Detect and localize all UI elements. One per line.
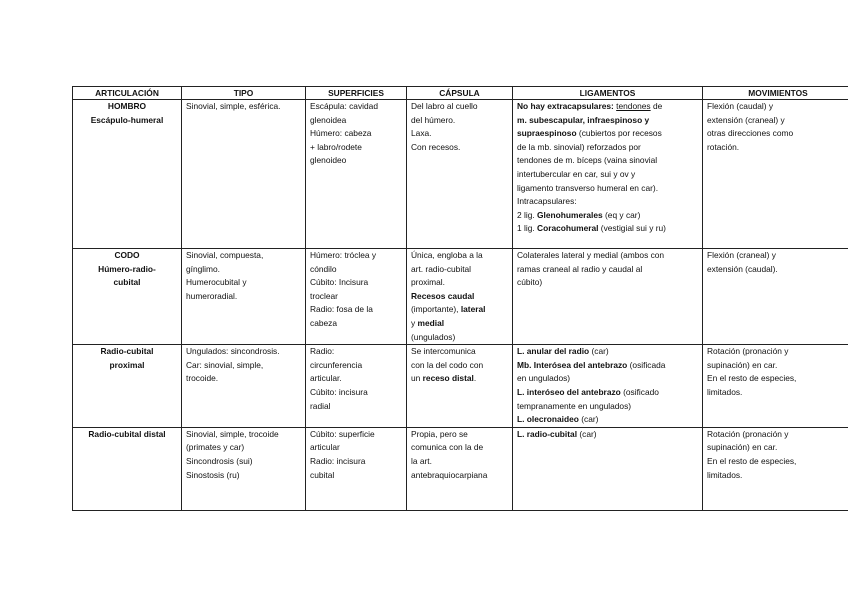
text-line <box>411 317 508 331</box>
text-line: articular <box>310 442 340 453</box>
text-run: (car) <box>577 428 597 439</box>
text-run: receso distal <box>422 373 474 384</box>
text-run: L. anular del radio <box>517 346 590 357</box>
text-run: tendones <box>616 101 651 111</box>
text-line: HOMBRO <box>107 101 147 111</box>
text-line: Intracapsulares: <box>517 196 577 207</box>
text-line: cubital <box>310 469 335 480</box>
text-line: Sincondrosis (sui) <box>186 455 253 466</box>
cell-ligamentos <box>513 345 703 428</box>
cell-superficies <box>306 100 407 249</box>
cell-articulacion <box>73 427 182 510</box>
text-line: Ungulados: sincondrosis. <box>186 346 280 357</box>
text-line: Del labro al cuello <box>411 101 478 111</box>
text-line: Radio: incisura <box>310 455 366 466</box>
text-line: Rotación (pronación y <box>707 346 789 357</box>
text-line: humeroradial. <box>186 290 238 301</box>
header-articulacion: ARTICULACIÓN <box>73 87 182 100</box>
text-line: Escápula: cavidad <box>310 101 378 111</box>
cell-tipo <box>182 100 306 249</box>
header-capsula: CÁPSULA <box>407 87 513 100</box>
text-line: con la del codo con <box>411 359 484 370</box>
cell-capsula <box>407 345 513 428</box>
header-row <box>73 87 848 100</box>
text-line: Sinovial, simple, esférica. <box>186 101 281 111</box>
cell-movimientos <box>703 249 848 345</box>
text-line: cúbito) <box>517 277 543 288</box>
text-line: otras direcciones como <box>707 128 794 139</box>
text-line: Colaterales lateral y medial (ambos con <box>517 250 665 260</box>
text-line: antebraquiocarpiana <box>411 469 488 480</box>
text-run: medial <box>417 317 445 328</box>
text-line: Cúbito: superficie <box>310 428 375 439</box>
text-line <box>517 127 698 141</box>
text-line: Propia, pero se <box>411 428 468 439</box>
text-line: circunferencia <box>310 359 363 370</box>
text-line: ligamento transverso humeral en car). <box>517 182 659 193</box>
text-line: tendones de m. bíceps (vaina sinovial <box>517 155 658 166</box>
text-line: Con recesos. <box>411 141 461 152</box>
text-line: limitados. <box>707 386 743 397</box>
text-line: En el resto de especies, <box>707 455 797 466</box>
text-line: cóndilo <box>310 263 337 274</box>
cell-capsula <box>407 427 513 510</box>
text-line: Flexión (craneal) y <box>707 250 776 260</box>
cell-articulacion <box>73 345 182 428</box>
text-line: ramas craneal al radio y caudal al <box>517 263 643 274</box>
cell-tipo <box>182 345 306 428</box>
text-run: (cubiertos por recesos <box>576 128 662 139</box>
text-line: glenoidea <box>310 114 347 125</box>
text-line: Sinostosis (ru) <box>186 469 240 480</box>
text-line: Radio: <box>310 346 335 357</box>
cell-capsula <box>407 249 513 345</box>
text-line: del húmero. <box>411 114 456 125</box>
cell-movimientos <box>703 100 848 249</box>
text-line: (ungulados) <box>411 331 456 342</box>
text-run: L. olecronaideo <box>517 414 579 425</box>
text-line: m. subescapular, infraespinoso y <box>517 114 650 125</box>
text-run: Mb. Interósea del antebrazo <box>517 359 628 370</box>
joints-table <box>72 86 848 511</box>
table-row <box>73 345 848 428</box>
text-line <box>517 386 698 400</box>
text-line: la art. <box>411 455 432 466</box>
header-superficies: SUPERFICIES <box>306 87 407 100</box>
text-line <box>517 413 698 427</box>
text-line: Radio-cubital distal <box>88 428 166 439</box>
text-line: Cúbito: incisura <box>310 386 368 397</box>
text-line: supinación) en car. <box>707 442 778 453</box>
text-line: supinación) en car. <box>707 359 778 370</box>
text-line: Radio: fosa de la <box>310 304 373 315</box>
text-run: un <box>411 373 423 384</box>
text-line: cabeza <box>310 317 338 328</box>
text-run: Coracohumeral <box>537 223 599 234</box>
text-line: (primates y car) <box>186 442 245 453</box>
text-line: en ungulados) <box>517 373 571 384</box>
text-run: (vestigial sui y ru) <box>598 223 666 234</box>
text-line: limitados. <box>707 469 743 480</box>
text-run: (car) <box>589 346 609 357</box>
cell-ligamentos <box>513 100 703 249</box>
header-ligamentos: LIGAMENTOS <box>513 87 703 100</box>
cell-superficies <box>306 427 407 510</box>
text-run: L. interóseo del antebrazo <box>517 386 621 397</box>
text-line: Radio-cubital <box>100 346 154 357</box>
text-line: articular. <box>310 373 342 384</box>
cell-ligamentos <box>513 249 703 345</box>
text-line <box>517 345 698 359</box>
text-line: comunica con la de <box>411 442 484 453</box>
text-line: Húmero-radio- <box>98 263 156 274</box>
text-line: trocoide. <box>186 373 219 384</box>
cell-articulacion <box>73 249 182 345</box>
text-line: art. radio-cubital <box>411 263 472 274</box>
text-line: Húmero: cabeza <box>310 128 372 139</box>
cell-ligamentos <box>513 427 703 510</box>
table-row <box>73 427 848 510</box>
text-run: (osificado <box>620 386 659 397</box>
cell-superficies <box>306 249 407 345</box>
header-tipo: TIPO <box>182 87 306 100</box>
text-line: rotación. <box>707 141 740 152</box>
text-line: CODO <box>114 250 140 260</box>
text-line: cubital <box>113 277 141 288</box>
text-line <box>517 100 698 114</box>
text-run: . <box>473 373 477 384</box>
cell-movimientos <box>703 427 848 510</box>
text-line: extensión (craneal) y <box>707 114 785 125</box>
text-run: de <box>650 101 663 111</box>
cell-superficies <box>306 345 407 428</box>
header-movimientos: MOVIMIENTOS <box>703 87 848 100</box>
cell-tipo <box>182 249 306 345</box>
cell-articulacion <box>73 100 182 249</box>
text-line: tempranamente en ungulados) <box>517 400 632 411</box>
text-line: Laxa. <box>411 128 432 139</box>
text-line <box>517 209 698 223</box>
text-line: troclear <box>310 290 338 301</box>
text-line: Sinovial, simple, trocoide <box>186 428 279 439</box>
text-line: intertubercular en car, sui y ov y <box>517 168 636 179</box>
text-line: Recesos caudal <box>411 290 475 301</box>
text-line: Cúbito: Incisura <box>310 277 369 288</box>
text-run: (osificada <box>627 359 666 370</box>
text-line: proximal. <box>411 277 445 288</box>
text-run: (eq y car) <box>602 209 641 220</box>
text-line <box>411 372 508 386</box>
text-line <box>411 303 508 317</box>
text-line: proximal <box>109 359 145 370</box>
cell-capsula <box>407 100 513 249</box>
table-row <box>73 249 848 345</box>
text-line: radial <box>310 400 331 411</box>
text-line <box>517 222 698 236</box>
text-line: + labro/rodete <box>310 141 362 152</box>
text-run: No hay extracapsulares: <box>517 101 617 111</box>
text-line: Rotación (pronación y <box>707 428 789 439</box>
text-line: En el resto de especies, <box>707 373 797 384</box>
text-run: L. radio-cubital <box>517 428 578 439</box>
text-line <box>517 428 698 442</box>
text-line: Humerocubital y <box>186 277 247 288</box>
text-run: lateral <box>460 304 486 315</box>
text-run: 2 lig. <box>517 209 538 220</box>
text-run: 1 lig. <box>517 223 538 234</box>
text-line: de la mb. sinovial) reforzados por <box>517 141 641 152</box>
text-run: (importante), <box>411 304 461 315</box>
text-run: y <box>411 317 418 328</box>
text-line: Flexión (caudal) y <box>707 101 774 111</box>
text-line: Se intercomunica <box>411 346 476 357</box>
text-line: Escápulo-humeral <box>90 114 164 125</box>
text-line: glenoideo <box>310 155 347 166</box>
text-run: (car) <box>578 414 599 425</box>
text-line: Car: sinovial, simple, <box>186 359 264 370</box>
cell-movimientos <box>703 345 848 428</box>
text-line: Húmero: tróclea y <box>310 250 377 260</box>
text-run: Glenohumerales <box>537 209 603 220</box>
text-line: extensión (caudal). <box>707 263 778 274</box>
table-row <box>73 100 848 249</box>
text-line: Sinovial, compuesta, <box>186 250 264 260</box>
text-line <box>517 359 698 373</box>
cell-tipo <box>182 427 306 510</box>
text-line: Única, engloba a la <box>411 250 483 260</box>
text-line: gínglimo. <box>186 263 220 274</box>
text-run: supraespinoso <box>517 128 577 139</box>
